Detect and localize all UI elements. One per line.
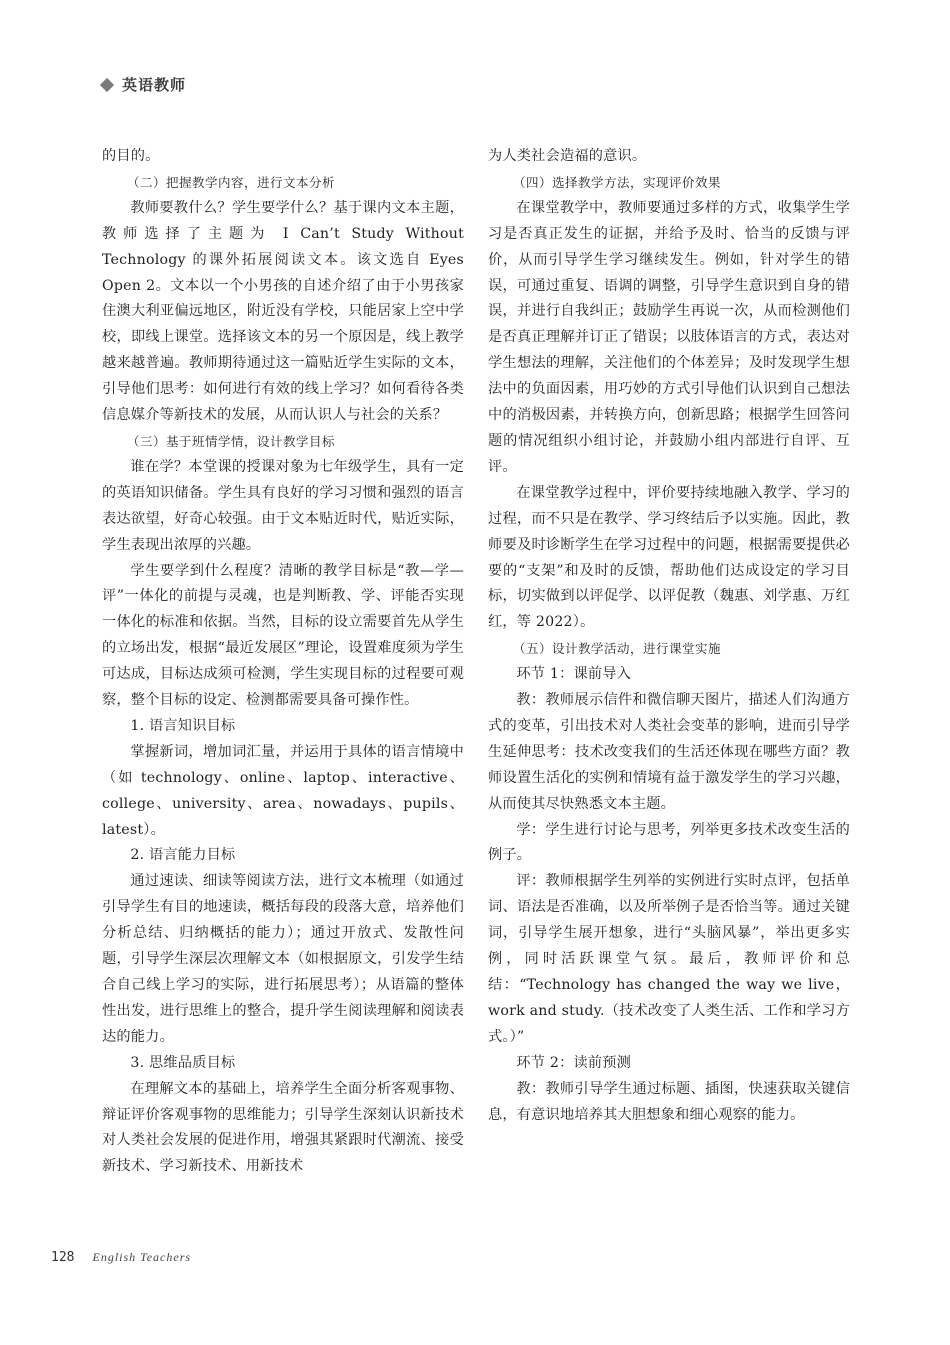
- section-heading: （三）基于班情学情，设计教学目标: [127, 433, 336, 449]
- body-paragraph: 学生要学到什么程度？清晰的教学目标是“教—学—评”一体化的前提与灵魂，也是判断教、学、评能否实现一体化的标准和依据。当然，目标的设立需要首先从学生的立场出发，根据“最近发展区”理论，设置难度须为学生可达成，目标达成须可检测，学生实现目标的过程要可观察，整个目标的设定、检测都需要具备可操作性。: [102, 562, 464, 709]
- body-paragraph: 在理解文本的基础上，培养学生全面分析客观事物、辩证评价客观事物的思维能力；引导学生深刻认识新技术对人类社会发展的促进作用，增强其紧跟时代潮流、接受新技术、学习新技术、用新技术: [102, 1080, 464, 1175]
- body-paragraph: 3. 思维品质目标: [130, 1054, 236, 1071]
- page-footer: [51, 1250, 191, 1265]
- section-heading: （五）设计教学活动，进行课堂实施: [513, 641, 722, 657]
- body-paragraph: 通过速读、细读等阅读方法，进行文本梳理（如通过引导学生有目的地速读，概括每段的段落大意，培养他们分析总结、归纳概括的能力）；通过开放式、发散性问题，引导学生深层次理解文本（如根据原文，引发学生结合自己线上学习的实际，进行拓展思考）；从语篇的整体性出发，进行思维上的整合，提升学生阅读理解和阅读表达的能力。: [102, 873, 464, 1045]
- body-paragraph: 环节 2：读前预测: [516, 1054, 632, 1071]
- body-paragraph: 环节 1：课前导入: [516, 666, 632, 683]
- body-paragraph: 掌握新词，增加词汇量，并运用于具体的语言情境中（如 technology、online、laptop、interactive、college、university、area、nowadays、pupils、latest）。: [102, 743, 464, 838]
- body-paragraph: 在课堂教学中，教师要通过多样的方式，收集学生学习是否真正发生的证据，并给予及时、恰当的反馈与评价，从而引导学生学习继续发生。例如，针对学生的错误，可通过重复、语调的调整，引导学生意识到自身的错误，并进行自我纠正；鼓励学生再说一次，从而检测他们是否真正理解并订正了错误；以肢体语言的方式，表达对学生想法的理解，关注他们的个体差异；及时发现学生想法中的负面因素，用巧妙的方式引导他们认识到自己想法中的消极因素，并转换方向，创新思路；根据学生回答问题的情况组织小组讨论，并鼓励小组内部进行自评、互评。: [488, 199, 850, 475]
- body-paragraph: 学：学生进行讨论与思考，列举更多技术改变生活的例子。: [488, 821, 850, 864]
- section-heading: （二）把握教学内容，进行文本分析: [127, 174, 336, 190]
- body-paragraph: 谁在学？本堂课的授课对象为七年级学生，具有一定的英语知识储备。学生具有良好的学习习惯和强烈的语言表达欲望，好奇心较强。由于文本贴近时代，贴近实际，学生表现出浓厚的兴趣。: [102, 458, 464, 553]
- diamond-icon: [100, 77, 114, 91]
- journal-section-title: 英语教师: [122, 76, 187, 94]
- body-paragraph: 在课堂教学过程中，评价要持续地融入教学、学习的过程，而不只是在教学、学习终结后予以实施。因此，教师要及时诊断学生在学习过程中的问题，根据需要提供必要的“支架”和及时的反馈，帮助他们达成设定的学习目标，切实做到以评促学、以评促教（魏惠、刘学惠、万红红，等 2022）。: [488, 484, 850, 631]
- section-heading: （四）选择教学方法，实现评价效果: [513, 174, 722, 190]
- right-column: [488, 144, 850, 1128]
- left-column: [102, 144, 464, 1180]
- body-paragraph: 教：教师引导学生通过标题、插图，快速获取关键信息，有意识地培养其大胆想象和细心观察的能力。: [488, 1080, 850, 1123]
- body-paragraph: 1. 语言知识目标: [130, 717, 236, 734]
- continued-paragraph: 的目的。: [102, 148, 160, 164]
- body-paragraph: 2. 语言能力目标: [130, 847, 236, 864]
- journal-name: English Teachers: [92, 1250, 192, 1264]
- body-paragraph: 教师要教什么？学生要学什么？基于课内文本主题，教师选择了主题为 I Can’t Study Without Technology 的课外拓展阅读文本。该文选自 Eyes Open 2。文本以一个小男孩的自述介绍了由于小男孩家住澳大利亚偏远地区，附近没有学校，只能居家上空中学校，即线上课堂。选择该文本的另一个原因是，线上教学越来越普遍。教师期待通过这一篇贴近学生实际的文本，引导他们思考：如何进行有效的线上学习？如何看待各类信息媒介等新技术的发展，从而认识人与社会的关系？: [102, 199, 464, 424]
- page-number: 128: [51, 1250, 75, 1265]
- body-paragraph: 评：教师根据学生列举的实例进行实时点评，包括单词、语法是否准确，以及所举例子是否恰当等。通过关键词，引导学生展开想象，进行“头脑风暴”，举出更多实例，同时活跃课堂气氛。最后，教师评价和总结：“Technology has changed the way we live，work and study.（技术改变了人类生活、工作和学习方式。）”: [488, 873, 850, 1045]
- running-header: [102, 74, 186, 95]
- continued-paragraph: 为人类社会造福的意识。: [488, 148, 647, 164]
- body-paragraph: 教：教师展示信件和微信聊天图片，描述人们沟通方式的变革，引出技术对人类社会变革的影响，进而引导学生延伸思考：技术改变我们的生活还体现在哪些方面？教师设置生活化的实例和情境有益于激发学生的学习兴趣，从而使其尽快熟悉文本主题。: [488, 692, 850, 812]
